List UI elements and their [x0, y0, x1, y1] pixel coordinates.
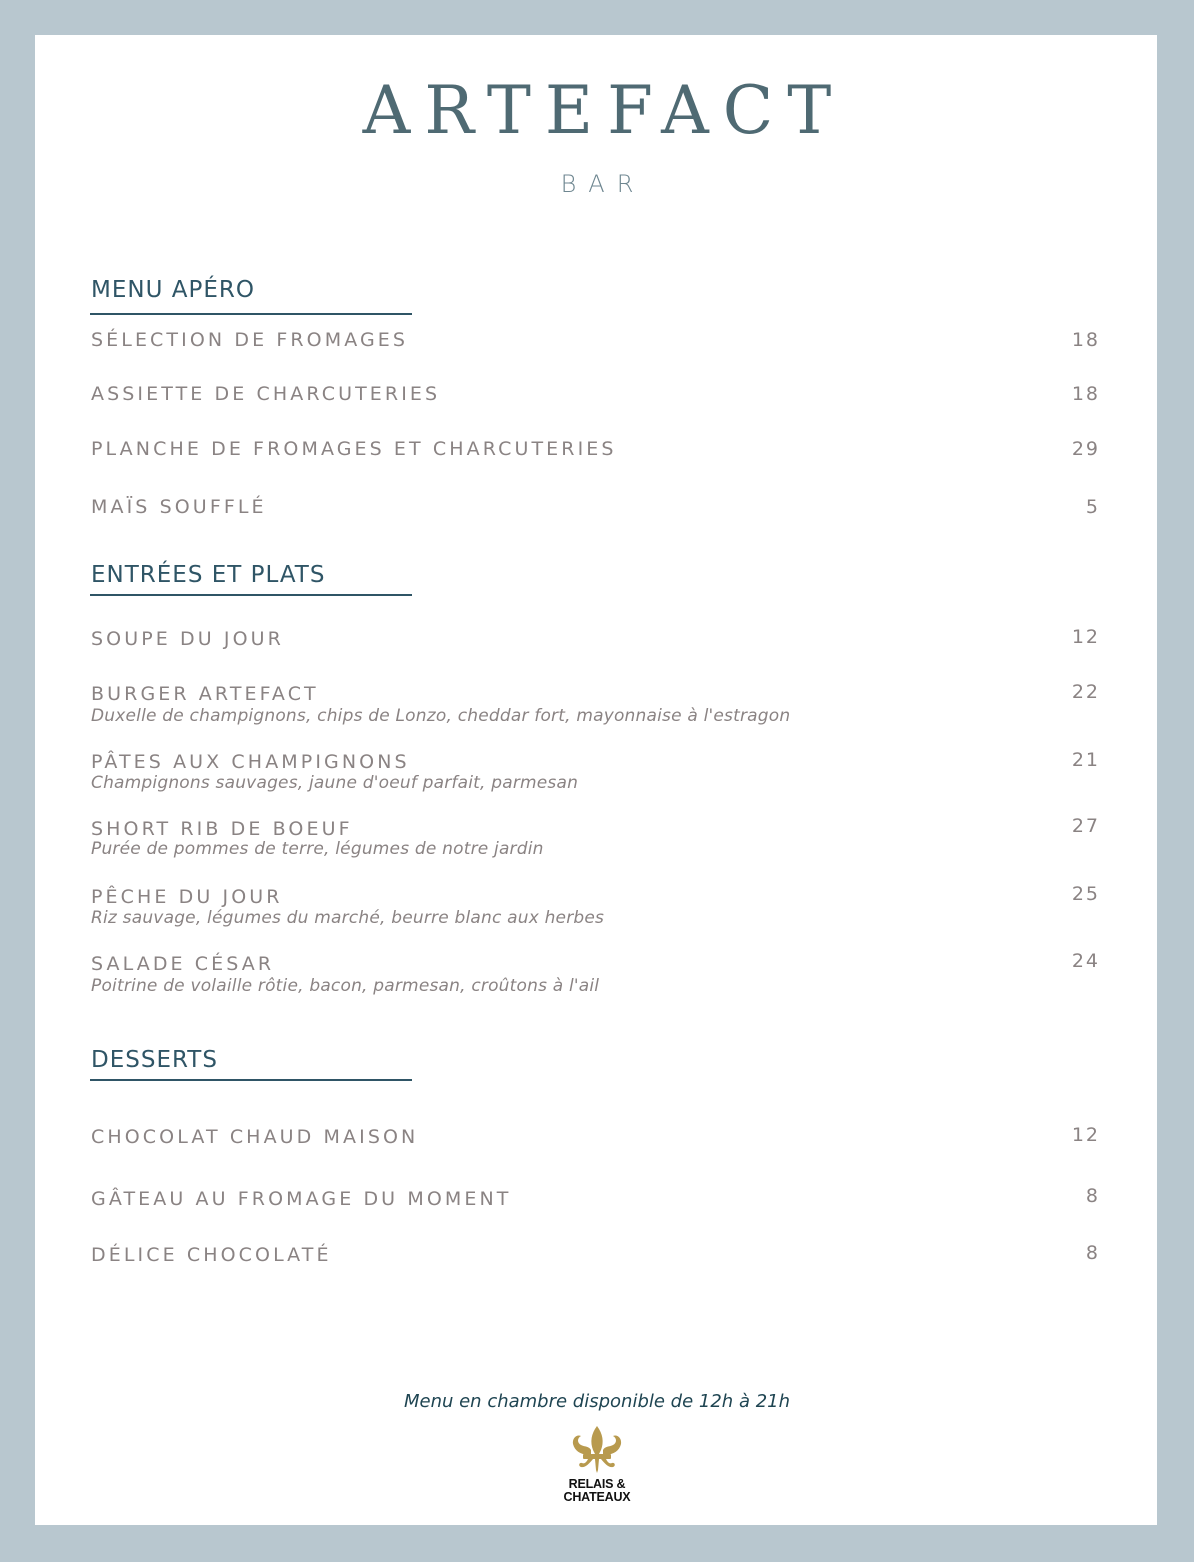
section-divider [90, 313, 412, 315]
brand-title: ARTEFACT [362, 72, 846, 149]
logo-text-line2: CHATEAUX [563, 1490, 631, 1504]
menu-item-name: DÉLICE CHOCOLATÉ [91, 1244, 332, 1266]
menu-item-price: 5 [1085, 496, 1100, 518]
menu-item-name: SALADE CÉSAR [91, 953, 275, 975]
brand-subtitle: BAR [560, 170, 646, 198]
menu-item-price: 21 [1071, 749, 1100, 771]
menu-item-price: 8 [1085, 1242, 1100, 1264]
menu-item-name: PLANCHE DE FROMAGES ET CHARCUTERIES [91, 438, 617, 460]
menu-item-price: 29 [1071, 438, 1100, 460]
menu-item-price: 8 [1085, 1185, 1100, 1207]
section-divider [90, 594, 412, 596]
section-title-entrees-et-plats: ENTRÉES ET PLATS [91, 562, 326, 588]
menu-item-price: 18 [1071, 329, 1100, 351]
menu-item-price: 18 [1071, 383, 1100, 405]
section-title-desserts: DESSERTS [91, 1047, 218, 1073]
menu-item-description: Riz sauvage, légumes du marché, beurre blanc aux herbes [91, 908, 605, 928]
menu-item-price: 22 [1071, 681, 1100, 703]
menu-item-name: SÉLECTION DE FROMAGES [91, 329, 409, 351]
relais-chateaux-logo [545, 1424, 649, 1510]
menu-item-name: PÊCHE DU JOUR [91, 886, 283, 908]
menu-item-price: 27 [1071, 815, 1100, 837]
section-title-menu-apero: MENU APÉRO [91, 277, 255, 303]
menu-item-description: Champignons sauvages, jaune d'oeuf parfait, parmesan [91, 773, 579, 793]
menu-item-name: MAÏS SOUFFLÉ [91, 496, 267, 518]
menu-item-description: Poitrine de volaille rôtie, bacon, parmesan, croûtons à l'ail [91, 976, 600, 996]
room-service-note: Menu en chambre disponible de 12h à 21h [403, 1391, 791, 1412]
menu-item-name: ASSIETTE DE CHARCUTERIES [91, 383, 441, 405]
menu-item-price: 24 [1071, 950, 1100, 972]
menu-item-name: CHOCOLAT CHAUD MAISON [91, 1126, 419, 1148]
menu-item-name: BURGER ARTEFACT [91, 683, 319, 705]
menu-item-description: Purée de pommes de terre, légumes de notre jardin [91, 839, 544, 859]
menu-item-price: 25 [1071, 883, 1100, 905]
menu-item-price: 12 [1071, 626, 1100, 648]
section-divider [90, 1079, 412, 1081]
menu-item-description: Duxelle de champignons, chips de Lonzo, cheddar fort, mayonnaise à l'estragon [91, 706, 791, 726]
menu-item-name: GÂTEAU AU FROMAGE DU MOMENT [91, 1188, 512, 1210]
logo-text-line1: RELAIS & [568, 1477, 626, 1491]
menu-item-name: SHORT RIB DE BOEUF [91, 818, 353, 840]
menu-item-name: SOUPE DU JOUR [91, 628, 284, 650]
menu-item-name: PÂTES AUX CHAMPIGNONS [91, 751, 410, 773]
menu-item-price: 12 [1071, 1124, 1100, 1146]
fleur-de-lis-icon [569, 1424, 625, 1476]
